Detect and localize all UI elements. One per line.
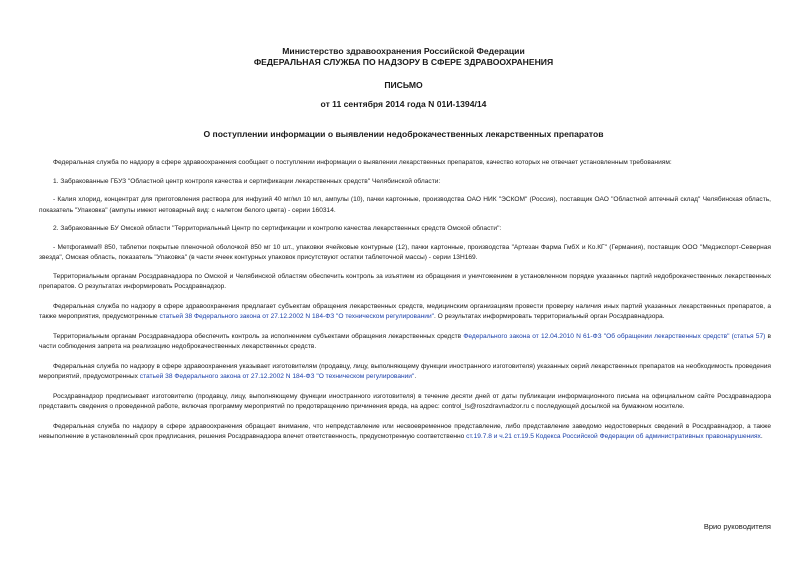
ministry-name: Министерство здравоохранения Российской Федерации (282, 46, 525, 56)
koap-link[interactable]: ст.19.7.8 и ч.21 ст.19.5 Кодекса Российской Федерации об административных правонарушениях (466, 433, 761, 441)
paragraph-item-2: 2. Забракованные БУ Омской области "Территориальный Центр по сертификации и контролю качества лекарственных средств Омской области": (53, 225, 502, 233)
paragraph-item-1: 1. Забракованные ГБУЗ "Областной центр контроля качества и сертификации лекарственных средств" Челябинской области: (53, 177, 441, 185)
law-184-fz-link[interactable]: статьей 38 Федерального закона от 27.12.2002 N 184-ФЗ "О техническом регулировании" (159, 313, 435, 321)
paragraph-enforcement-text-b: в части соблюдения запрета на реализацию недоброкачественных лекарственных средств. (39, 332, 771, 351)
paragraph-inspection (39, 302, 771, 322)
paragraph-manufacturers (39, 362, 771, 382)
service-name: ФЕДЕРАЛЬНАЯ СЛУЖБА ПО НАДЗОРУ В СФЕРЕ ЗДРАВООХРАНЕНИЯ (253, 57, 554, 67)
paragraph-item-1-detail: - Калия хлорид, концентрат для приготовления раствора для инфузий 40 мг/мл 10 мл, ампулы (10), пачки картонные, производства ОАО НИК "ЭСКОМ" (Россия), поставщик ОАО "Областной аптечный склад" Челябинская область, показатель "Упаковка" (ампулы имеют нетоварный вид: с налетом белого цвета) - серии 160314. (39, 196, 771, 214)
paragraph-intro: Федеральная служба по надзору в сфере здравоохранения сообщает о поступлении информации о выявлении лекарственных препаратов, качество которых не отвечает установленным требованиям: (53, 159, 672, 166)
paragraph-liability (39, 422, 771, 442)
signature-line: Врио руководителя (703, 522, 771, 531)
paragraph-prescription: Росздравнадзор предписывает изготовителю (продавцу, лицу, выполняющему функции иностранного изготовителя) в течение десяти дней от даты публикации информационного письма на официальном сайте Росздравнадзора представить сведения о проведенной работе, включая программу мероприятий по предотвращению причинения вреда, на адрес: control_ls@roszdravnadzor.ru с последующей досылкой на бумажном носителе. (39, 392, 771, 411)
paragraph-item-2-detail: - Метфогамма® 850, таблетки покрытые пленочной оболочкой 850 мг 10 шт., упаковки ячейковые контурные (12), пачки картонные, производства "Артезан Фарма ГмбХ и Ко.КГ" (Германия), поставщик ООО "Медэкспорт-Северная звезда", Омская область, показатель "Упаковка" (в части ячеек контурных упаковок присутствуют остатки таблеточной массы) - серии 13H169. (39, 244, 771, 262)
paragraph-liability-text-b: . (760, 433, 763, 441)
paragraph-manufacturers-text-b: . (414, 373, 417, 381)
paragraph-territorial-control: Территориальным органам Росздравнадзора по Омской и Челябинской областям обеспечить контроль за изъятием из обращения и уничтожением в установленном порядке указанных партий недоброкачественных лекарственных препаратов. О результатах информировать Росздравнадзор. (39, 272, 771, 291)
paragraph-enforcement (39, 332, 771, 352)
paragraph-inspection-text-b: . О результатах информировать территориальный орган Росздравнадзора. (434, 313, 665, 321)
law-61-fz-link[interactable]: Федерального закона от 12.04.2010 N 61-ФЗ "Об обращении лекарственных средств" (статья 57) (463, 332, 766, 340)
paragraph-enforcement-text-a: Территориальным органам Росздравнадзора обеспечить контроль за исполнением субъектами обращения лекарственных средств (53, 332, 464, 340)
paragraph-liability-text-a: Федеральная служба по надзору в сфере здравоохранения обращает внимание, что непредставление или несвоевременное представление, либо представление заведомо недостоверных сведений в Росздравнадзор, а также невыполнение в установленный срок предписания, решения Росздравнадзора влечет ответственность, предусмотренную соответственно (39, 422, 771, 441)
law-184-fz-link-2[interactable]: статьей 38 Федерального закона от 27.12.2002 N 184-ФЗ "О техническом регулировании" (139, 373, 415, 381)
document-date-number: от 11 сентября 2014 года N 01И-1394/14 (320, 99, 487, 109)
paragraph-inspection-text-a: Федеральная служба по надзору в сфере здравоохранения предлагает субъектам обращения лекарственных средств, медицинским организациям провести проверку наличия иных партий указанных лекарственных препаратов, а также мероприятия, предусмотренные (39, 302, 771, 321)
document-title: О поступлении информации о выявлении недоброкачественных лекарственных препаратов (203, 129, 604, 139)
document-type: ПИСЬМО (384, 80, 423, 90)
paragraph-manufacturers-text-a: Федеральная служба по надзору в сфере здравоохранения указывает изготовителям (продавцу, лицу, выполняющему функции иностранного изготовителя) указанных серий лекарственных препаратов на необходимость проведения мероприятий, предусмотренных (39, 362, 771, 381)
document-body (39, 158, 771, 452)
